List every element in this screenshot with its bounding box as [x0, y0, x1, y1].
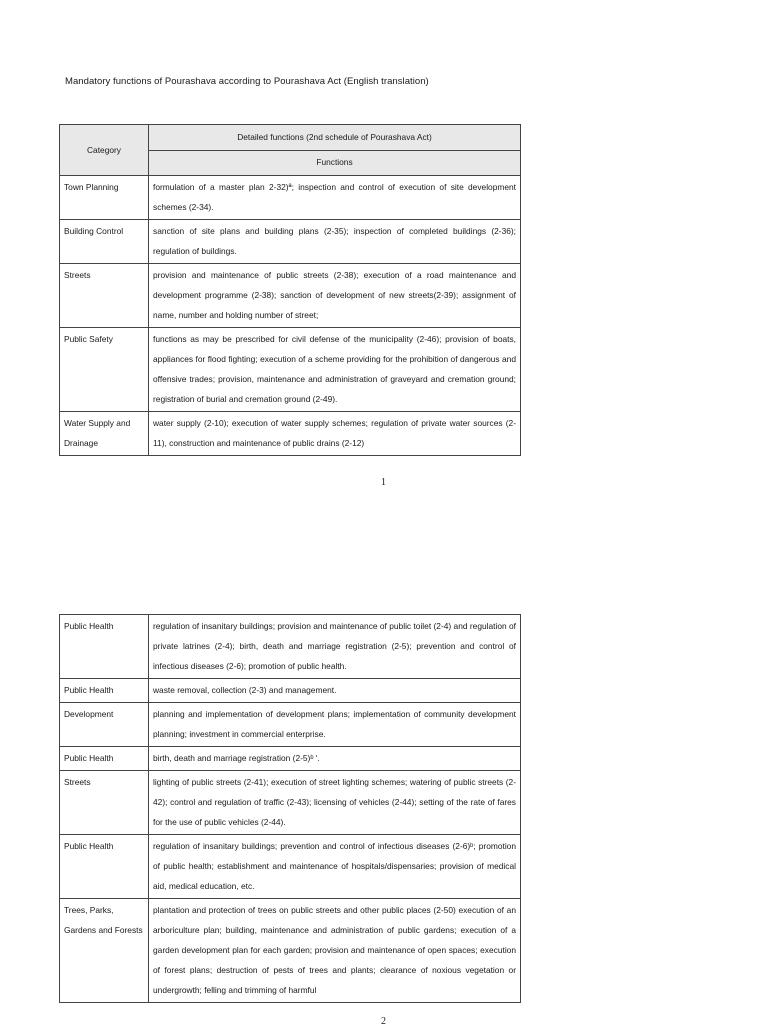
table-row: [60, 412, 521, 456]
page-number: 1: [381, 477, 386, 488]
category-cell: Development: [60, 703, 149, 747]
category-cell: Public Health: [60, 747, 149, 771]
category-cell: Town Planning: [60, 176, 149, 220]
header-functions: Functions: [149, 150, 521, 176]
functions-table-1: [59, 124, 521, 456]
category-cell: Streets: [60, 264, 149, 328]
table-row: [60, 747, 521, 771]
functions-cell: provision and maintenance of public streets (2-38); execution of a road maintenance and development programme (2-38); sanction of development of new streets(2-39); assignment of name, number and holding number of street;: [149, 264, 521, 328]
category-cell: Public Health: [60, 835, 149, 899]
functions-cell: birth, death and marriage registration (2-5)ᵇ ʹ.: [149, 747, 521, 771]
page-number: 2: [381, 1016, 386, 1027]
functions-cell: regulation of insanitary buildings; provision and maintenance of public toilet (2-4) and regulation of private latrines (2-4); birth, death and marriage registration (2-5); prevention and control of infectious diseases (2-6); promotion of public health.: [149, 615, 521, 679]
table-row: [60, 264, 521, 328]
functions-cell: planning and implementation of development plans; implementation of community development planning; investment in commercial enterprise.: [149, 703, 521, 747]
functions-cell: water supply (2-10); execution of water supply schemes; regulation of private water sources (2-11), construction and maintenance of public drains (2-12): [149, 412, 521, 456]
functions-cell: sanction of site plans and building plans (2-35); inspection of completed buildings (2-36); regulation of buildings.: [149, 220, 521, 264]
functions-cell: functions as may be prescribed for civil defense of the municipality (2-46); provision of boats, appliances for flood fighting; execution of a scheme providing for the prohibition of dangerous and offensive trades; provision, maintenance and administration of graveyard and cremation ground; registration of burial and cremation ground (2-49).: [149, 328, 521, 412]
table-row: [60, 835, 521, 899]
category-cell: Building Control: [60, 220, 149, 264]
header-detailed-functions: Detailed functions (2nd schedule of Pourashava Act): [149, 125, 521, 151]
functions-cell: waste removal, collection (2-3) and management.: [149, 679, 521, 703]
table-row: [60, 220, 521, 264]
table-row: [60, 615, 521, 679]
category-cell: Public Health: [60, 615, 149, 679]
functions-cell: plantation and protection of trees on public streets and other public places (2-50) execution of an arboriculture plan; building, maintenance and administration of public gardens; execution of a garden development plan for each garden; provision and maintenance of open spaces; execution of forest plans; destruction of pests of trees and plants; clearance of noxious vegetation or undergrowth; felling and trimming of harmful: [149, 899, 521, 1003]
table-row: [60, 771, 521, 835]
category-cell: Streets: [60, 771, 149, 835]
category-cell: Water Supply and Drainage: [60, 412, 149, 456]
functions-table-2: [59, 614, 521, 1003]
functions-cell: regulation of insanitary buildings; prevention and control of infectious diseases (2-6)ᵇ; promotion of public health; establishment and maintenance of hospitals/dispensaries; provision of medical aid, medical education, etc.: [149, 835, 521, 899]
category-cell: Public Health: [60, 679, 149, 703]
table-row: [60, 328, 521, 412]
table-row: [60, 899, 521, 1003]
document-title: Mandatory functions of Pourashava according to Pourashava Act (English translation): [65, 76, 429, 87]
functions-cell: lighting of public streets (2-41); execution of street lighting schemes; watering of public streets (2-42); control and regulation of traffic (2-43); licensing of vehicles (2-44); setting of the rate of fares for the use of public vehicles (2-44).: [149, 771, 521, 835]
table-row: [60, 176, 521, 220]
header-category: Category: [60, 125, 149, 176]
category-cell: Public Safety: [60, 328, 149, 412]
table-row: [60, 703, 521, 747]
table-row: [60, 679, 521, 703]
functions-cell: formulation of a master plan 2-32)ª; inspection and control of execution of site development schemes (2-34).: [149, 176, 521, 220]
category-cell: Trees, Parks, Gardens and Forests: [60, 899, 149, 1003]
